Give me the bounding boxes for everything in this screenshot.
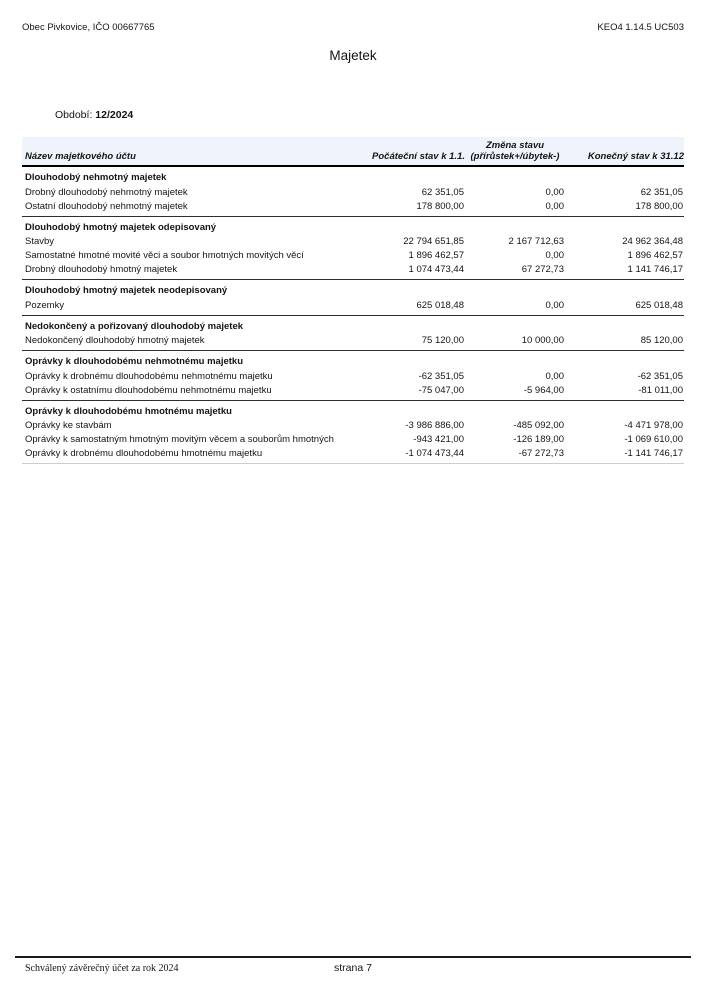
section-title: Nedokončený a pořizovaný dlouhodobý majetek xyxy=(25,320,244,332)
final-value-cell: 24 962 364,48 xyxy=(622,236,683,248)
account-name-cell: Oprávky k ostatnímu dlouhodobému nehmotnému majetku xyxy=(22,384,362,401)
account-name-cell: Oprávky ke stavbám xyxy=(25,420,112,432)
table-row xyxy=(22,235,684,249)
final-value-cell: 178 800,00 xyxy=(565,200,684,217)
final-value-cell: -1 069 610,00 xyxy=(624,434,683,446)
col-header-change-line2: (přírůstek+/úbytek-) xyxy=(470,151,560,162)
final-value-cell: -1 141 746,17 xyxy=(565,447,684,464)
initial-value-cell: -62 351,05 xyxy=(418,370,464,382)
change-value-cell: -126 189,00 xyxy=(513,434,564,446)
section-title-row xyxy=(22,280,684,299)
period-value: 12/2024 xyxy=(95,109,134,121)
assets-table xyxy=(22,137,684,464)
section-title-row xyxy=(22,166,684,186)
change-value-cell: 67 272,73 xyxy=(465,263,565,280)
period-label: Období: xyxy=(55,109,93,121)
section-title: Dlouhodobý nehmotný majetek xyxy=(25,172,167,183)
table-row xyxy=(22,299,684,316)
page-title: Majetek xyxy=(329,48,377,63)
initial-value-cell: 75 120,00 xyxy=(362,334,465,351)
col-header-final-balance: Konečný stav k 31.12 xyxy=(565,137,684,166)
table-row xyxy=(22,200,684,217)
table-row xyxy=(22,263,684,280)
section-title: Oprávky k dlouhodobému hmotnému majetku xyxy=(25,405,232,417)
change-value-cell: 0,00 xyxy=(545,250,564,262)
col-header-account-name: Název majetkového účtu xyxy=(22,137,362,166)
document-header xyxy=(22,22,684,34)
initial-value-cell: -75 047,00 xyxy=(362,384,465,401)
final-value-cell: 1 896 462,57 xyxy=(627,250,683,262)
table-row xyxy=(22,384,684,401)
change-value-cell: -485 092,00 xyxy=(513,420,564,432)
table-row xyxy=(22,419,684,433)
final-value-cell: 1 141 746,17 xyxy=(565,263,684,280)
final-value-cell: 62 351,05 xyxy=(640,186,683,198)
account-name-cell: Oprávky k drobnému dlouhodobému hmotnému majetku xyxy=(22,447,362,464)
col-header-initial-balance: Počáteční stav k 1.1. xyxy=(362,137,465,166)
initial-value-cell: 1 074 473,44 xyxy=(362,263,465,280)
col-header-change xyxy=(465,137,565,166)
account-name-cell: Oprávky k samostatným hmotným movitým věcem a souborům hmotných xyxy=(25,434,334,446)
footer-note: Schválený závěrečný účet za rok 2024 xyxy=(25,963,179,974)
section-title-row xyxy=(22,216,684,235)
change-value-cell: -67 272,73 xyxy=(465,447,565,464)
section-title-row xyxy=(22,400,684,419)
initial-value-cell: 178 800,00 xyxy=(362,200,465,217)
section-title: Oprávky k dlouhodobému nehmotnému majetku xyxy=(25,356,244,367)
section-title-row xyxy=(22,351,684,370)
table-row xyxy=(22,334,684,351)
col-header-change-line1: Změna stavu xyxy=(485,140,545,151)
table-row xyxy=(22,447,684,464)
app-version-label: KEO4 1.14.5 UC503 xyxy=(597,22,684,33)
final-value-cell: 625 018,48 xyxy=(565,299,684,316)
initial-value-cell: -943 421,00 xyxy=(413,434,464,446)
change-value-cell: 2 167 712,63 xyxy=(508,236,564,248)
document-footer xyxy=(0,962,706,978)
final-value-cell: -4 471 978,00 xyxy=(624,420,683,432)
final-value-cell: 85 120,00 xyxy=(565,334,684,351)
initial-value-cell: 1 896 462,57 xyxy=(408,250,464,262)
account-name-cell: Oprávky k drobnému dlouhodobému nehmotnému majetku xyxy=(25,370,273,382)
account-name-cell: Nedokončený dlouhodobý hmotný majetek xyxy=(22,334,362,351)
change-value-cell: 0,00 xyxy=(545,186,564,198)
section-title: Dlouhodobý hmotný majetek neodepisovaný xyxy=(25,285,228,296)
initial-value-cell: 22 794 651,85 xyxy=(403,236,464,248)
section-title-row xyxy=(22,315,684,334)
initial-value-cell: -1 074 473,44 xyxy=(362,447,465,464)
table-header-row xyxy=(22,137,684,166)
change-value-cell: 10 000,00 xyxy=(465,334,565,351)
page-number: strana 7 xyxy=(334,962,372,974)
table-row xyxy=(22,433,684,447)
change-value-cell: 0,00 xyxy=(545,370,564,382)
period xyxy=(55,109,133,122)
table-row xyxy=(22,249,684,263)
section-title: Dlouhodobý hmotný majetek odepisovaný xyxy=(25,221,217,233)
account-name-cell: Pozemky xyxy=(22,299,362,316)
account-name-cell: Ostatní dlouhodobý nehmotný majetek xyxy=(22,200,362,217)
account-name-cell: Drobný dlouhodobý nehmotný majetek xyxy=(25,186,188,198)
final-value-cell: -62 351,05 xyxy=(637,370,683,382)
table-row xyxy=(22,370,684,384)
change-value-cell: 0,00 xyxy=(465,299,565,316)
footer-divider xyxy=(15,956,691,958)
organization-label: Obec Pivkovice, IČO 00667765 xyxy=(22,22,155,33)
account-name-cell: Drobný dlouhodobý hmotný majetek xyxy=(22,263,362,280)
change-value-cell: 0,00 xyxy=(465,200,565,217)
change-value-cell: -5 964,00 xyxy=(465,384,565,401)
table-row xyxy=(22,186,684,200)
initial-value-cell: 625 018,48 xyxy=(362,299,465,316)
assets-table-body xyxy=(22,166,684,464)
account-name-cell: Stavby xyxy=(25,236,55,248)
account-name-cell: Samostatné hmotné movité věci a soubor hmotných movitých věcí xyxy=(25,250,304,262)
final-value-cell: -81 011,00 xyxy=(565,384,684,401)
initial-value-cell: -3 986 886,00 xyxy=(405,420,464,432)
initial-value-cell: 62 351,05 xyxy=(421,186,464,198)
